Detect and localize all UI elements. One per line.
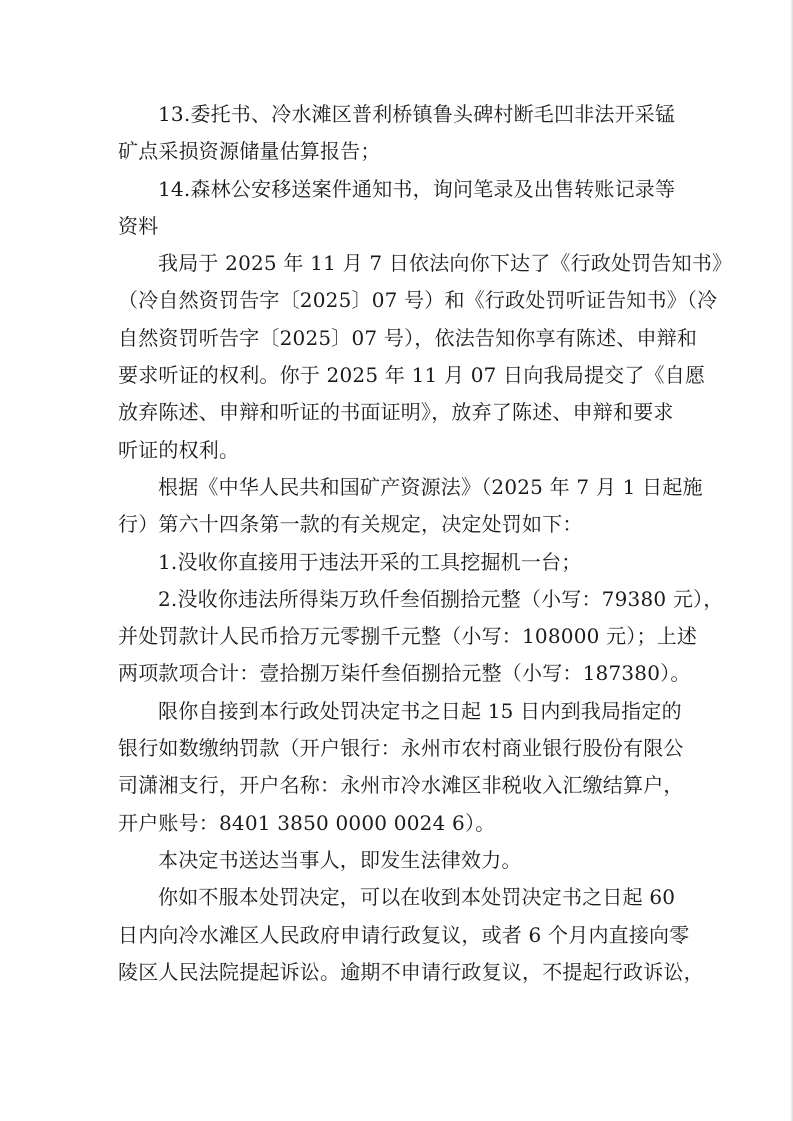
text-line: 放弃陈述、申辩和听证的书面证明》，放弃了陈述、申辩和要求 <box>118 400 674 425</box>
text-line: 资料 <box>118 213 159 238</box>
text-line: 听证的权利。 <box>118 437 240 462</box>
text-line: 日内向冷水滩区人民政府申请行政复议，或者 6 个月内直接向零 <box>118 922 690 947</box>
text-line: 银行如数缴纳罚款（开户银行：永州市农村商业银行股份有限公 <box>118 736 684 761</box>
text-line: 14.森林公安移送案件通知书，询问笔录及出售转账记录等 <box>158 176 676 201</box>
text-line: 13.委托书、冷水滩区普利桥镇鲁头碑村断毛凹非法开采锰 <box>158 102 676 126</box>
text-line: 陵区人民法院提起诉讼。逾期不申请行政复议，不提起行政诉讼， <box>118 959 704 984</box>
text-line: 行）第六十四条第一款的有关规定，决定处罚如下： <box>118 512 583 537</box>
text-line: 根据《中华人民共和国矿产资源法》（2025 年 7 月 1 日起施 <box>158 474 703 499</box>
text-line: 限你自接到本行政处罚决定书之日起 15 日内到我局指定的 <box>158 698 682 723</box>
text-line: 矿点采损资源储量估算报告； <box>118 139 381 164</box>
text-line: 司潇湘支行，开户名称：永州市冷水滩区非税收入汇缴结算户， <box>118 773 684 798</box>
text-line: 开户账号：8401 3850 0000 0024 6）。 <box>118 810 496 835</box>
text-line: 两项款项合计：壹拾捌万柒仟叁佰捌拾元整（小写：187380）。 <box>118 661 691 686</box>
text-line: 自然资罚听告字〔2025〕07 号），依法告知你享有陈述、申辩和 <box>118 325 698 350</box>
text-line: 1.没收你直接用于违法开采的工具挖掘机一台； <box>158 549 582 574</box>
text-line: 你如不服本处罚决定，可以在收到本处罚决定书之日起 60 <box>158 885 676 910</box>
text-line: （冷自然资罚告字〔2025〕07 号）和《行政处罚听证告知书》（冷 <box>118 288 718 313</box>
text-line: 要求听证的权利。你于 2025 年 11 月 07 日向我局提交了《自愿 <box>118 363 706 388</box>
text-line: 并处罚款计人民币拾万元零捌千元整（小写：108000 元）；上述 <box>118 624 698 649</box>
document-body <box>118 96 733 991</box>
text-line: 我局于 2025 年 11 月 7 日依法向你下达了《行政处罚告知书》 <box>158 251 733 276</box>
text-line: 本决定书送达当事人，即发生法律效力。 <box>158 847 522 872</box>
text-line: 2.没收你违法所得柒万玖仟叁佰捌拾元整（小写：79380 元）， <box>158 586 724 611</box>
